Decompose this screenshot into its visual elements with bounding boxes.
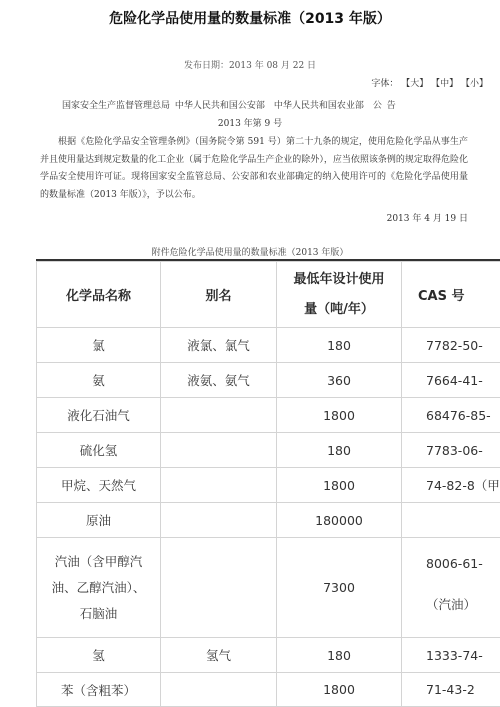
cell-cas-number: 74-82-8（甲 [402, 468, 500, 503]
issuing-agencies: 国家安全生产监督管理总局 中华人民共和国公安部 中华人民共和国农业部 公 告 [62, 98, 396, 111]
table-row [37, 433, 500, 468]
cell-min-amount: 1800 [277, 673, 402, 707]
table-row [37, 398, 500, 433]
cell-cas-number [402, 538, 500, 638]
cell-name-line: 油、乙醇汽油）、 [37, 575, 160, 601]
cell-min-amount: 180000 [277, 503, 402, 538]
cell-alias [161, 538, 277, 638]
cell-chemical-name: 氯 [37, 328, 161, 363]
chemical-quantity-table [36, 261, 500, 707]
cell-alias [161, 503, 277, 538]
cell-cas-line: 8006-61- [426, 556, 500, 571]
header-min-line-1: 最低年设计使用 [277, 265, 401, 295]
cell-min-amount: 7300 [277, 538, 402, 638]
cell-chemical-name: 硫化氢 [37, 433, 161, 468]
header-min-annual-usage [277, 262, 402, 328]
cell-alias [161, 398, 277, 433]
cell-cas-number: 7664-41- [402, 363, 500, 398]
publish-date: 发布日期：2013 年 08 月 22 日 [0, 58, 500, 71]
cell-cas-number [402, 503, 500, 538]
table-caption: 附件危险化学品使用量的数量标准（2013 年版） [0, 245, 500, 258]
table-row [37, 638, 500, 673]
table-header-row [37, 262, 500, 328]
cell-cas-number: 7783-06- [402, 433, 500, 468]
header-alias: 别名 [161, 262, 277, 328]
cell-cas-number: 68476-85- [402, 398, 500, 433]
cell-min-amount: 360 [277, 363, 402, 398]
cell-alias: 氢气 [161, 638, 277, 673]
table-row [37, 363, 500, 398]
header-chemical-name: 化学品名称 [37, 262, 161, 328]
announcement-number: 2013 年第 9 号 [0, 116, 500, 129]
cell-alias: 液氨、氨气 [161, 363, 277, 398]
cell-name-line: 汽油（含甲醇汽 [37, 549, 160, 575]
font-size-medium-button[interactable]: 【中】 [431, 79, 458, 89]
page-title: 危险化学品使用量的数量标准（2013 年版） [0, 8, 500, 28]
cell-chemical-name: 液化石油气 [37, 398, 161, 433]
font-size-small-button[interactable]: 【小】 [461, 79, 488, 89]
font-size-large-button[interactable]: 【大】 [401, 79, 428, 89]
table-row [37, 538, 500, 638]
cell-min-amount: 180 [277, 328, 402, 363]
cell-min-amount: 180 [277, 638, 402, 673]
cell-alias [161, 468, 277, 503]
cell-cas-line: （汽油） [426, 595, 500, 613]
cell-alias: 液氯、氯气 [161, 328, 277, 363]
cell-chemical-name: 氨 [37, 363, 161, 398]
cell-min-amount: 180 [277, 433, 402, 468]
cell-alias [161, 433, 277, 468]
sign-date: 2013 年 4 月 19 日 [387, 211, 468, 224]
header-min-line-2: 量（吨/年） [277, 295, 401, 325]
table-row [37, 468, 500, 503]
cell-chemical-name: 原油 [37, 503, 161, 538]
cell-cas-number: 1333-74- [402, 638, 500, 673]
cell-min-amount: 1800 [277, 398, 402, 433]
cell-cas-number: 7782-50- [402, 328, 500, 363]
table-row [37, 503, 500, 538]
cell-chemical-name: 苯（含粗苯） [37, 673, 161, 707]
table-row [37, 328, 500, 363]
cell-name-line: 石脑油 [37, 601, 160, 627]
cell-chemical-name [37, 538, 161, 638]
cell-min-amount: 1800 [277, 468, 402, 503]
cell-chemical-name: 甲烷、天然气 [37, 468, 161, 503]
font-size-label: 字体： [371, 79, 398, 89]
cell-cas-number: 71-43-2 [402, 673, 500, 707]
header-cas-number: CAS 号 [402, 262, 500, 328]
announcement-body: 根据《危险化学品安全管理条例》（国务院令第 591 号）第二十九条的规定，使用危险化学品从事生产并且使用量达到规定数量的化工企业（属于危险化学品生产企业的除外），应当依照该条例的规定取得危险化学品安全使用许可证。现将国家安全监管总局、公安部和农业部确定的纳入使用许可的《危险化学品使用量的数量标准（2013 年版）》，予以公布。 [40, 134, 468, 204]
font-size-selector [371, 76, 488, 89]
cell-chemical-name: 氢 [37, 638, 161, 673]
